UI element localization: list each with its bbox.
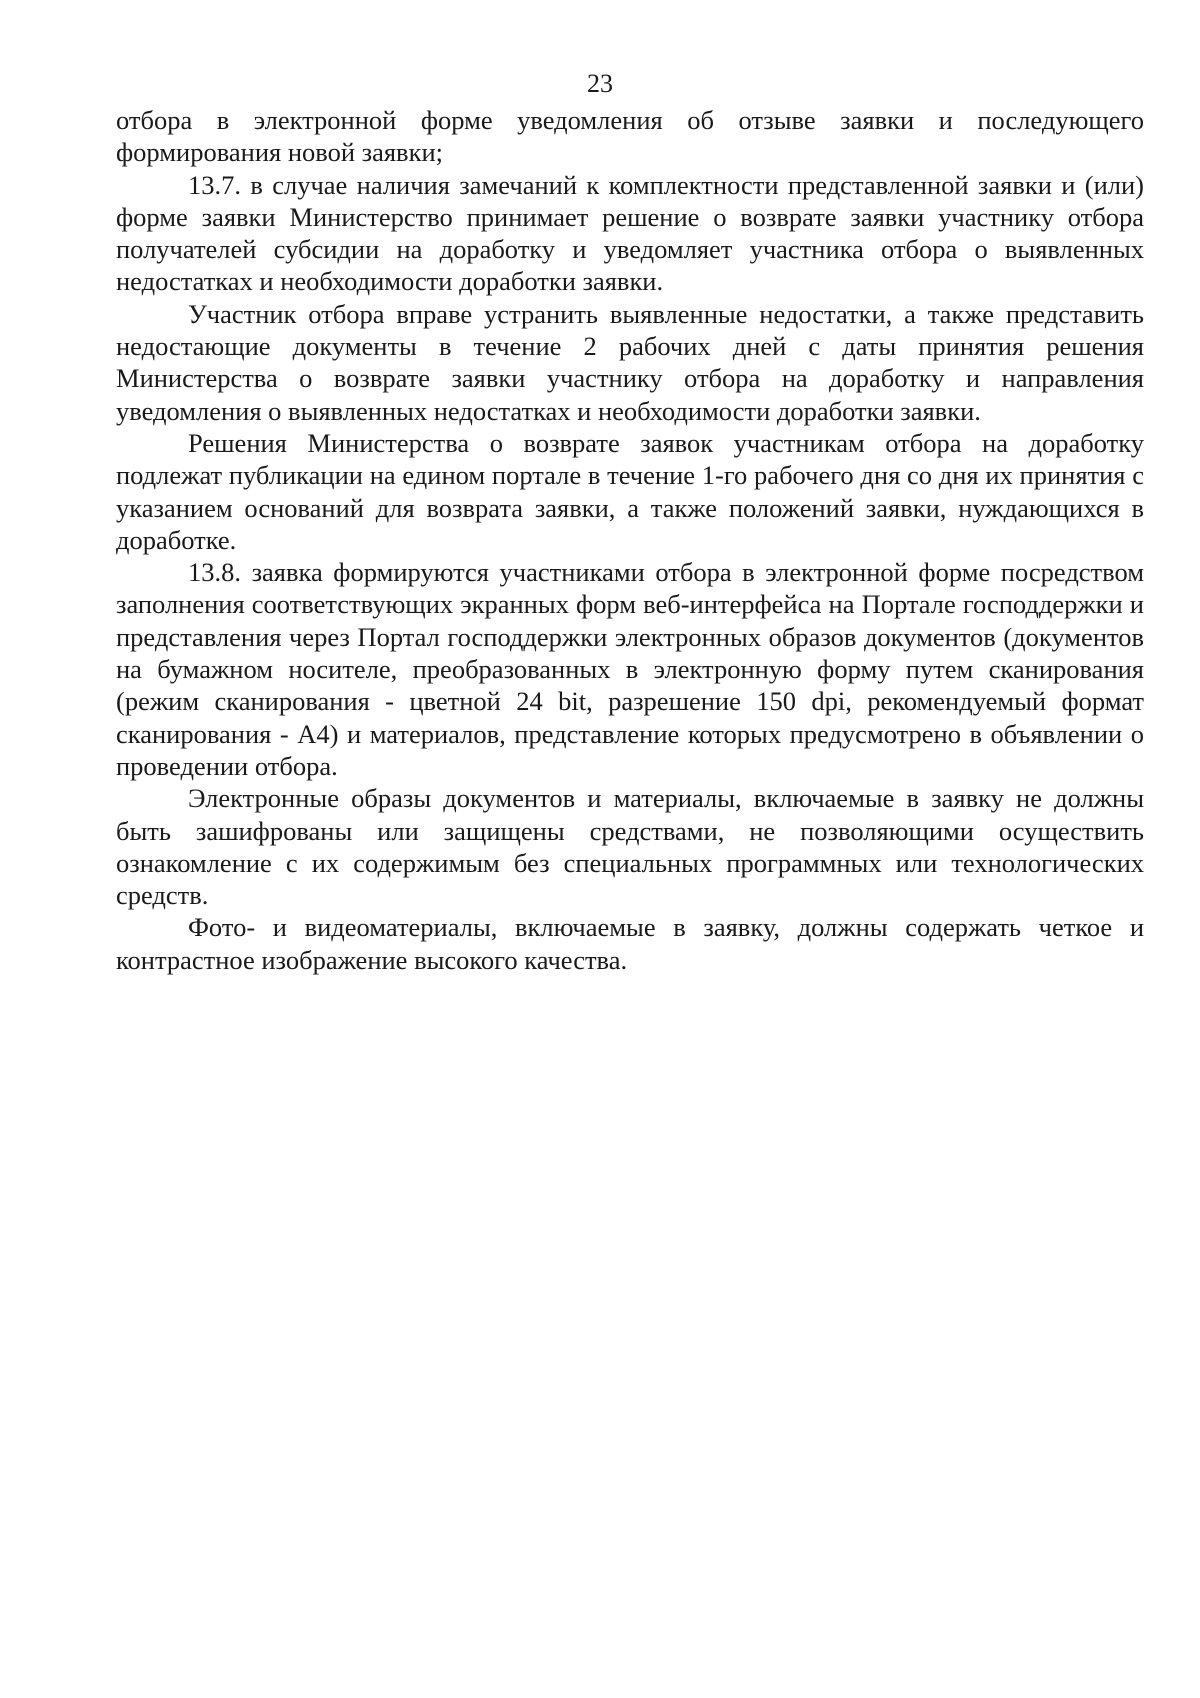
paragraph-ministry-decisions: Решения Министерства о возврате заявок участникам отбора на доработку подлежат публикации на едином портале в течение 1-го рабочего дня со дня их принятия с указанием оснований для возврата заявки, а также положений заявки, нуждающихся в доработке. xyxy=(116,427,1144,555)
paragraph-participant-rights: Участник отбора вправе устранить выявленные недостатки, а также представить недостающие документы в течение 2 рабочих дней с даты принятия решения Министерства о возврате заявки участнику отбора на доработку и направления уведомления о выявленных недостатках и необходимости доработки заявки. xyxy=(116,298,1144,426)
paragraph-clause-13-8: 13.8. заявка формируются участниками отбора в электронной форме посредством заполнения соответствующих экранных форм веб-интерфейса на Портале господдержки и представления через Портал господдержки электронных образов документов (документов на бумажном носителе, преобразованных в электронную форму путем сканирования (режим сканирования - цветной 24 bit, разрешение 150 dpi, рекомендуемый формат сканирования - А4) и материалов, представление которых предусмотрено в объявлении о проведении отбора. xyxy=(116,557,1144,781)
paragraph-photo-video: Фото- и видеоматериалы, включаемые в заявку, должны содержать четкое и контрастное изображение высокого качества. xyxy=(116,912,1144,975)
page-number: 23 xyxy=(587,69,613,98)
paragraph-clause-13-7: 13.7. в случае наличия замечаний к комплектности представленной заявки и (или) форме заявки Министерство принимает решение о возврате заявки участнику отбора получателей субсидии на доработку и уведомляет участника отбора о выявленных недостатках и необходимости доработки заявки. xyxy=(116,169,1144,297)
paragraph-electronic-images: Электронные образы документов и материалы, включаемые в заявку не должны быть зашифрованы или защищены средствами, не позволяющими осуществить ознакомление с их содержимым без специальных программных или технологических средств. xyxy=(116,783,1144,911)
document-body xyxy=(116,104,1144,976)
paragraph-continuation: отбора в электронной форме уведомления об отзыве заявки и последующего формирования новой заявки; xyxy=(116,105,1144,168)
